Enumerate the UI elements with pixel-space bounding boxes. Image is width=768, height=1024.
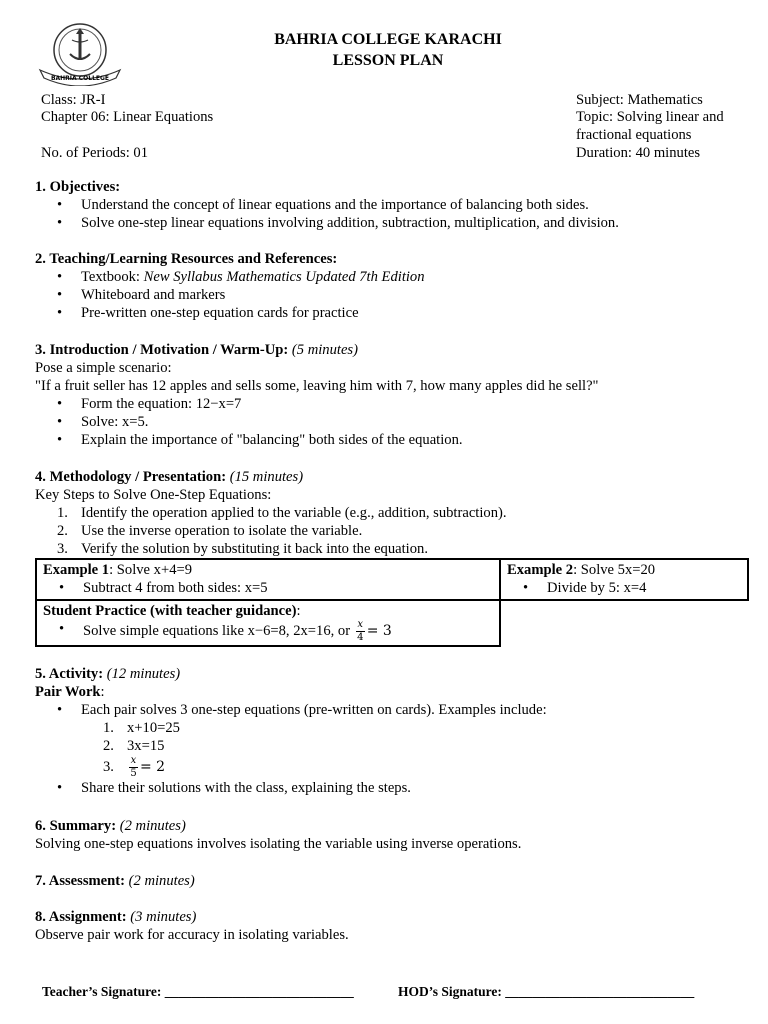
assignment-time: (3 minutes) bbox=[130, 909, 197, 925]
class-label: Class: JR-I bbox=[41, 92, 106, 108]
intro-line: Pose a simple scenario: bbox=[35, 360, 172, 376]
textbook-title: New Syllabus Mathematics Updated 7th Edition bbox=[143, 269, 425, 285]
activity-item: • Each pair solves 3 one-step equations (pre-written on cards). Examples include: bbox=[35, 701, 755, 719]
step-text: Use the inverse operation to isolate the variable. bbox=[81, 523, 363, 539]
periods-label: No. of Periods: 01 bbox=[41, 145, 149, 161]
summary-heading: 6. Summary: bbox=[35, 818, 120, 834]
resource-item: • Pre-written one-step equation cards for practice bbox=[35, 304, 755, 322]
fraction-denominator: 5 bbox=[130, 768, 137, 780]
practice-tail: = 3 bbox=[366, 622, 392, 639]
topic-label: Topic: Solving linear and bbox=[576, 109, 724, 125]
practice-cell bbox=[36, 600, 500, 646]
intro-scenario: "If a fruit seller has 12 apples and sells some, leaving him with 7, how many apples did he sell?" bbox=[35, 378, 599, 394]
teacher-signature: Teacher’s Signature: ____________________________ bbox=[42, 984, 354, 999]
example-text: 3x=15 bbox=[127, 738, 165, 754]
example-2-cell bbox=[500, 559, 748, 600]
summary-text: Solving one-step equations involves isolating the variable using inverse operations. bbox=[35, 836, 522, 852]
assessment-heading: 7. Assessment: bbox=[35, 873, 129, 889]
methodology-section bbox=[35, 468, 755, 558]
example-number: 3. bbox=[103, 759, 114, 775]
objective-item: • Understand the concept of linear equations and the importance of balancing both sides. bbox=[35, 196, 755, 214]
svg-text:BAHRIA COLLEGE: BAHRIA COLLEGE bbox=[50, 75, 110, 82]
fraction-denominator: 4 bbox=[357, 632, 364, 643]
practice-text: Solve simple equations like x−6=8, 2x=16, or bbox=[83, 622, 351, 639]
pair-work-colon: : bbox=[100, 684, 105, 700]
example-tail: = 2 bbox=[140, 759, 166, 775]
practice-item bbox=[37, 620, 493, 643]
assignment-text: Observe pair work for accuracy in isolating variables. bbox=[35, 927, 349, 943]
step-item bbox=[35, 522, 755, 540]
objective-item: • Solve one-step linear equations involving addition, subtraction, multiplication, and division. bbox=[35, 214, 755, 232]
example-number: 2. bbox=[103, 738, 114, 754]
duration-label: Duration: 40 minutes bbox=[576, 145, 701, 161]
empty-cell bbox=[500, 600, 748, 646]
summary-time: (2 minutes) bbox=[119, 818, 186, 834]
intro-item: • Form the equation: 12−x=7 bbox=[35, 395, 755, 413]
college-name: BAHRIA COLLEGE KARACHI bbox=[274, 31, 502, 48]
example-text: x+10=25 bbox=[127, 720, 180, 736]
assessment-time: (2 minutes) bbox=[128, 873, 195, 889]
document-title: LESSON PLAN bbox=[332, 52, 444, 69]
resources-section bbox=[35, 250, 755, 322]
activity-section bbox=[35, 665, 755, 797]
step-text: Identify the operation applied to the variable (e.g., addition, subtraction). bbox=[81, 505, 507, 521]
assignment-section bbox=[35, 908, 755, 944]
activity-example bbox=[81, 755, 755, 779]
example-2-label: Example 2 bbox=[507, 562, 574, 578]
topic-label-cont: fractional equations bbox=[576, 127, 692, 143]
example-1-label: Example 1 bbox=[43, 562, 110, 578]
example-number: 1. bbox=[103, 720, 114, 736]
step-number: 1. bbox=[57, 505, 68, 521]
practice-label: Student Practice (with teacher guidance) bbox=[43, 603, 297, 619]
methodology-line: Key Steps to Solve One-Step Equations: bbox=[35, 487, 272, 503]
pair-work-label: Pair Work bbox=[35, 684, 101, 700]
objectives-heading: 1. Objectives: bbox=[35, 179, 121, 195]
fraction-numerator: x bbox=[130, 755, 137, 767]
example-1-text: : Solve x+4=9 bbox=[109, 562, 193, 578]
activity-time: (12 minutes) bbox=[106, 666, 181, 682]
step-number: 2. bbox=[57, 523, 68, 539]
activity-heading: 5. Activity: bbox=[35, 666, 107, 682]
step-text: Verify the solution by substituting it back into the equation. bbox=[81, 541, 428, 557]
objectives-section bbox=[35, 178, 755, 232]
resource-item: • Whiteboard and markers bbox=[35, 286, 755, 304]
example-1-cell bbox=[36, 559, 500, 600]
example-2-step: • Divide by 5: x=4 bbox=[501, 579, 741, 597]
assignment-heading: 8. Assignment: bbox=[35, 909, 131, 925]
intro-time: (5 minutes) bbox=[291, 342, 358, 358]
example-2-text: : Solve 5x=20 bbox=[573, 562, 656, 578]
textbook-label: Textbook: bbox=[81, 269, 144, 285]
chapter-label: Chapter 06: Linear Equations bbox=[41, 109, 214, 125]
activity-item: • Share their solutions with the class, explaining the steps. bbox=[35, 779, 755, 797]
step-number: 3. bbox=[57, 541, 68, 557]
examples-table bbox=[35, 558, 749, 647]
activity-fraction bbox=[129, 756, 138, 779]
hod-signature: HOD’s Signature: ____________________________ bbox=[398, 984, 695, 999]
resource-item bbox=[35, 268, 755, 286]
subject-label: Subject: Mathematics bbox=[576, 92, 703, 108]
step-item bbox=[35, 504, 755, 522]
activity-example bbox=[81, 719, 755, 737]
intro-item: • Solve: x=5. bbox=[35, 413, 755, 431]
resources-heading: 2. Teaching/Learning Resources and References: bbox=[35, 251, 338, 267]
methodology-time: (15 minutes) bbox=[229, 469, 304, 485]
intro-section bbox=[35, 341, 755, 449]
methodology-heading: 4. Methodology / Presentation: bbox=[35, 469, 230, 485]
example-1-step: • Subtract 4 from both sides: x=5 bbox=[37, 579, 493, 597]
step-item bbox=[35, 540, 755, 558]
intro-item: • Explain the importance of "balancing" both sides of the equation. bbox=[35, 431, 755, 449]
fraction-numerator: x bbox=[357, 619, 364, 630]
practice-colon: : bbox=[296, 603, 301, 619]
summary-section bbox=[35, 817, 755, 853]
practice-fraction bbox=[356, 620, 365, 643]
intro-heading: 3. Introduction / Motivation / Warm-Up: bbox=[35, 342, 292, 358]
activity-example bbox=[81, 737, 755, 755]
assessment-section bbox=[35, 872, 755, 890]
